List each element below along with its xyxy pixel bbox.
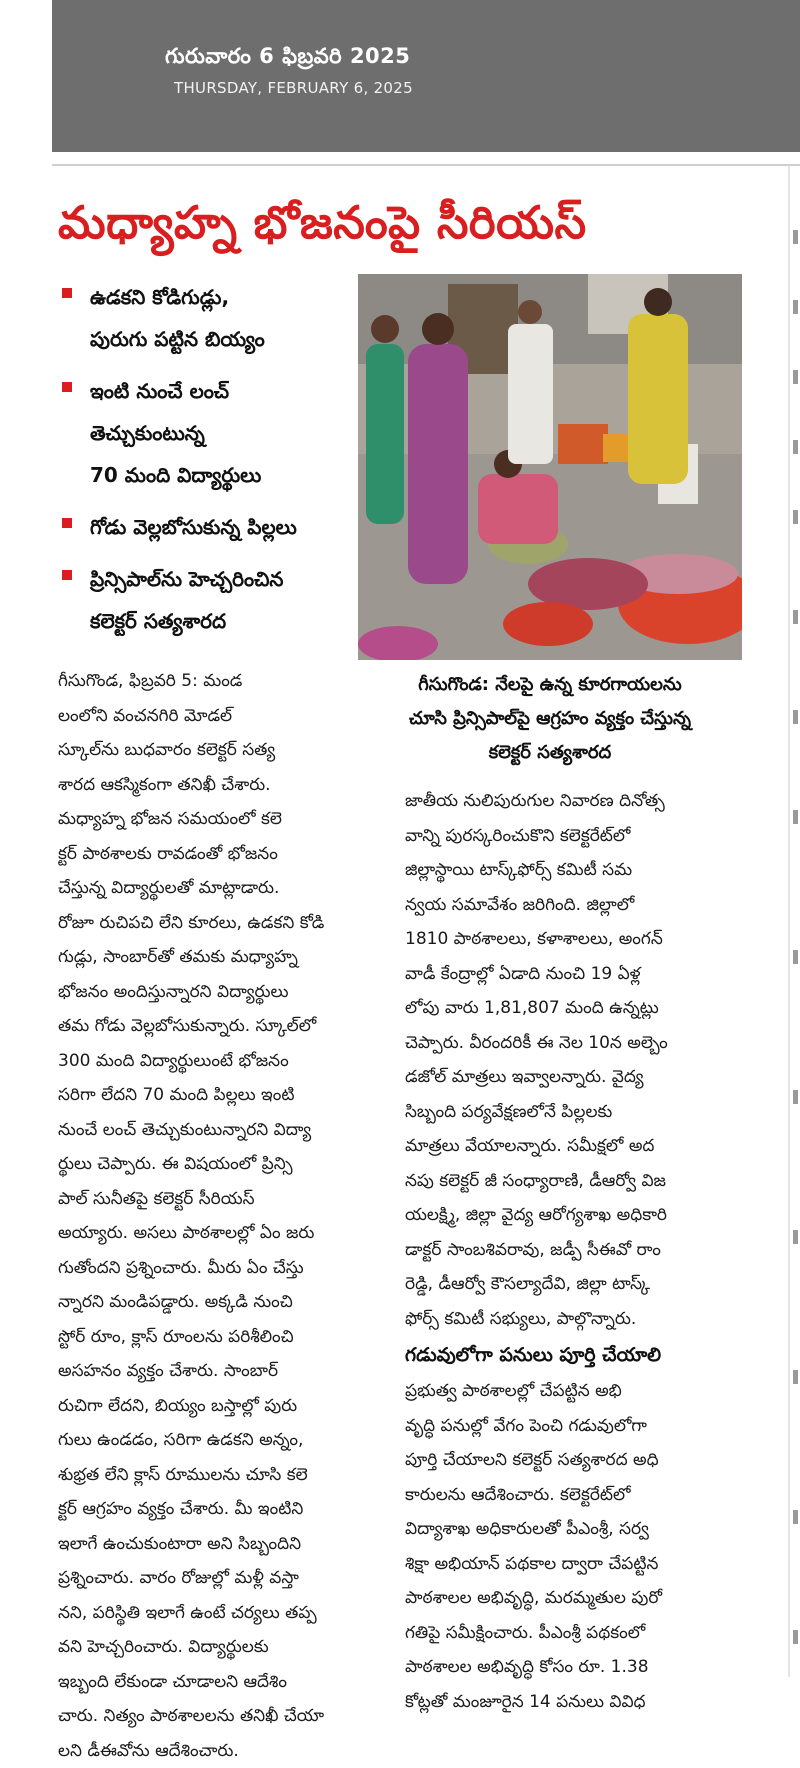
bullet-line: 70 మంది విద్యార్థులు bbox=[90, 454, 261, 496]
column-2-text-b bbox=[405, 1374, 742, 1719]
text-line: కారులను ఆదేశించారు. కలెక్టరేట్‌లో bbox=[405, 1478, 742, 1513]
text-line: ఇబ్బంది లేకుండా చూడాలని ఆదేశిం bbox=[58, 1665, 350, 1700]
column-2-text-a bbox=[405, 784, 742, 1336]
photo-caption bbox=[358, 668, 742, 770]
bullet-square-icon bbox=[62, 382, 72, 392]
bullet-line: ఉడకని కోడిగుడ్లు, bbox=[90, 276, 265, 318]
right-column-divider bbox=[788, 166, 790, 1677]
caption-line: కలెక్టర్ సత్యశారద bbox=[358, 736, 742, 770]
text-line: తమ గోడు వెల్లబోసుకున్నారు. స్కూల్‌లో bbox=[58, 1009, 350, 1044]
article-column-2 bbox=[405, 784, 742, 1719]
text-line: నుంచే లంచ్ తెచ్చుకుంటున్నారని విద్యా bbox=[58, 1113, 350, 1148]
headline: మధ్యాహ్న భోజనంపై సీరియస్ bbox=[58, 194, 778, 252]
text-line: గతిపై సమీక్షించారు. పీఎంశ్రీ పథకంలో bbox=[405, 1616, 742, 1651]
text-line: ఫోర్స్ కమిటీ సభ్యులు, పాల్గొన్నారు. bbox=[405, 1302, 742, 1337]
text-line: జాతీయ నులిపురుగుల నివారణ దినోత్స bbox=[405, 784, 742, 819]
bullet-line: తెచ్చుకుంటున్న bbox=[90, 412, 261, 454]
text-line: ఇలాగే ఉంచుకుంటారా అని సిబ్బందిని bbox=[58, 1527, 350, 1562]
text-line: క్టర్ పాఠశాలకు రావడంతో భోజనం bbox=[58, 837, 350, 872]
bullet-line: పురుగు పట్టిన బియ్యం bbox=[90, 318, 265, 360]
text-line: రుచిగా లేదని, బియ్యం బస్తాల్లో పురు bbox=[58, 1389, 350, 1424]
date-telugu: గురువారం 6 ఫిబ్రవరి 2025 bbox=[165, 44, 410, 74]
text-line: భోజనం అందిస్తున్నారని విద్యార్థులు bbox=[58, 975, 350, 1010]
text-line: స్టోర్ రూం, క్లాస్ రూంలను పరిశీలించి bbox=[58, 1320, 350, 1355]
date-band bbox=[52, 0, 800, 152]
text-line: 300 మంది విద్యార్థులుంటే భోజనం bbox=[58, 1044, 350, 1079]
text-line: శిక్షా అభియాన్ పథకాల ద్వారా చేపట్టిన bbox=[405, 1547, 742, 1582]
text-line: చెప్పారు. వీరందరికీ ఈ నెల 10న అల్బెం bbox=[405, 1026, 742, 1061]
text-line: అసహనం వ్యక్తం చేశారు. సాంబార్ bbox=[58, 1354, 350, 1389]
bullet-list bbox=[58, 276, 358, 652]
bullet-line: గోడు వెల్లబోసుకున్న పిల్లలు bbox=[90, 506, 297, 548]
bullet-item bbox=[58, 370, 358, 496]
bullet-item bbox=[58, 276, 358, 360]
text-line: రెడ్డి, డీఆర్వో కౌసల్యాదేవి, జిల్లా టాస్క్ bbox=[405, 1267, 742, 1302]
text-line: పాఠశాలల అభివృద్ధి కోసం రూ. 1.38 bbox=[405, 1650, 742, 1685]
text-line: ర్థులు చెప్పారు. ఈ విషయంలో ప్రిన్సి bbox=[58, 1147, 350, 1182]
bullet-item bbox=[58, 558, 358, 642]
text-line: వృద్ధి పనుల్లో వేగం పెంచి గడువులోగా bbox=[405, 1409, 742, 1444]
text-line: రోజూ రుచిపచి లేని కూరలు, ఉడకని కోడి bbox=[58, 906, 350, 941]
text-line: గుడ్లు, సాంబార్‌తో తమకు మధ్యాహ్న bbox=[58, 940, 350, 975]
bullet-line: కలెక్టర్ సత్యశారద bbox=[90, 600, 283, 642]
text-line: సరిగా లేదని 70 మంది పిల్లలు ఇంటి bbox=[58, 1078, 350, 1113]
bullet-square-icon bbox=[62, 288, 72, 298]
text-line: గుతోందని ప్రశ్నించారు. మీరు ఏం చేస్తు bbox=[58, 1251, 350, 1286]
text-line: పాఠశాలల అభివృద్ధి, మరమ్మతుల పురో bbox=[405, 1581, 742, 1616]
text-line: గులు ఉండడం, సరిగా ఉడకని అన్నం, bbox=[58, 1423, 350, 1458]
text-line: డజోల్ మాత్రలు ఇవ్వాలన్నారు. వైద్య bbox=[405, 1060, 742, 1095]
text-line: పాల్ సునీతపై కలెక్టర్ సీరియస్ bbox=[58, 1182, 350, 1217]
photo-illustration bbox=[358, 274, 742, 660]
bullet-square-icon bbox=[62, 570, 72, 580]
text-line: నపు కలెక్టర్ జీ సంధ్యారాణి, డీఆర్వో విజ bbox=[405, 1164, 742, 1199]
text-line: నని, పరిస్థితి ఇలాగే ఉంటే చర్యలు తప్ప bbox=[58, 1596, 350, 1631]
text-line: జిల్లాస్థాయి టాస్క్‌ఫోర్స్ కమిటీ సమ bbox=[405, 853, 742, 888]
news-photo bbox=[358, 274, 742, 660]
top-divider bbox=[52, 164, 800, 166]
bullet-line: ఇంటి నుంచే లంచ్ bbox=[90, 370, 261, 412]
text-line: చారు. నిత్యం పాఠశాలలను తనిఖీ చేయా bbox=[58, 1699, 350, 1734]
bullet-item bbox=[58, 506, 358, 548]
text-line: విద్యాశాఖ అధికారులతో పీఎంశ్రీ, సర్వ bbox=[405, 1512, 742, 1547]
text-line: పూర్తి చేయాలని కలెక్టర్ సత్యశారద అధి bbox=[405, 1443, 742, 1478]
text-line: ప్రభుత్వ పాఠశాలల్లో చేపట్టిన అభి bbox=[405, 1374, 742, 1409]
bullet-text bbox=[90, 276, 265, 360]
bullet-line: ప్రిన్సిపాల్‌ను హెచ్చరించిన bbox=[90, 558, 283, 600]
text-line: లోపు వారు 1,81,807 మంది ఉన్నట్లు bbox=[405, 991, 742, 1026]
bullet-square-icon bbox=[62, 518, 72, 528]
text-line: డాక్టర్ సాంబశివరావు, జడ్పీ సీఈవో రాం bbox=[405, 1233, 742, 1268]
text-line: గీసుగొండ, ఫిబ్రవరి 5: మండ bbox=[58, 664, 350, 699]
text-line: న్వయ సమావేశం జరిగింది. జిల్లాలో bbox=[405, 888, 742, 923]
text-line: సిబ్బంది పర్యవేక్షణలోనే పిల్లలకు bbox=[405, 1095, 742, 1130]
bullet-text bbox=[90, 558, 283, 642]
text-line: శారద ఆకస్మికంగా తనిఖీ చేశారు. bbox=[58, 768, 350, 803]
text-line: న్నారని మండిపడ్డారు. అక్కడి నుంచి bbox=[58, 1285, 350, 1320]
text-line: వాడీ కేంద్రాల్లో ఏడాది నుంచి 19 ఏళ్ల bbox=[405, 957, 742, 992]
text-line: లని డీఈవోను ఆదేశించారు. bbox=[58, 1734, 350, 1768]
text-line: క్టర్ ఆగ్రహం వ్యక్తం చేశారు. మీ ఇంటిని bbox=[58, 1492, 350, 1527]
bullet-text bbox=[90, 370, 261, 496]
text-line: వని హెచ్చరించారు. విద్యార్థులకు bbox=[58, 1630, 350, 1665]
text-line: చేస్తున్న విద్యార్థులతో మాట్లాడారు. bbox=[58, 871, 350, 906]
text-line: యలక్ష్మి, జిల్లా వైద్య ఆరోగ్యశాఖ అధికారి bbox=[405, 1198, 742, 1233]
article-column-1 bbox=[58, 664, 350, 1768]
text-line: వాన్ని పురస్కరించుకొని కలెక్టరేట్‌లో bbox=[405, 819, 742, 854]
caption-line: చూసి ప్రిన్సిపాల్‌పై ఆగ్రహం వ్యక్తం చేస్తున్న bbox=[358, 702, 742, 736]
bullet-text bbox=[90, 506, 297, 548]
caption-line: గీసుగొండ: నేలపై ఉన్న కూరగాయలను bbox=[358, 668, 742, 702]
text-line: మధ్యాహ్న భోజన సమయంలో కలె bbox=[58, 802, 350, 837]
text-line: అయ్యారు. అసలు పాఠశాలల్లో ఏం జరు bbox=[58, 1216, 350, 1251]
date-english: THURSDAY, FEBRUARY 6, 2025 bbox=[174, 79, 413, 97]
text-line: లంలోని వంచనగిరి మోడల్ bbox=[58, 699, 350, 734]
column-1-text bbox=[58, 664, 350, 1768]
text-line: 1810 పాఠశాలలు, కళాశాలలు, అంగన్ bbox=[405, 922, 742, 957]
text-line: మాత్రలు వేయాలన్నారు. సమీక్షలో అద bbox=[405, 1129, 742, 1164]
column-2-subhead: గడువులోగా పనులు పూర్తి చేయాలి bbox=[405, 1336, 742, 1374]
text-line: స్కూల్‌ను బుధవారం కలెక్టర్ సత్య bbox=[58, 733, 350, 768]
text-line: ప్రశ్నించారు. వారం రోజుల్లో మళ్లీ వస్తా bbox=[58, 1561, 350, 1596]
text-line: శుభ్రత లేని క్లాస్ రూములను చూసి కలె bbox=[58, 1458, 350, 1493]
text-line: కోట్లతో మంజూరైన 14 పనులు వివిధ bbox=[405, 1685, 742, 1720]
